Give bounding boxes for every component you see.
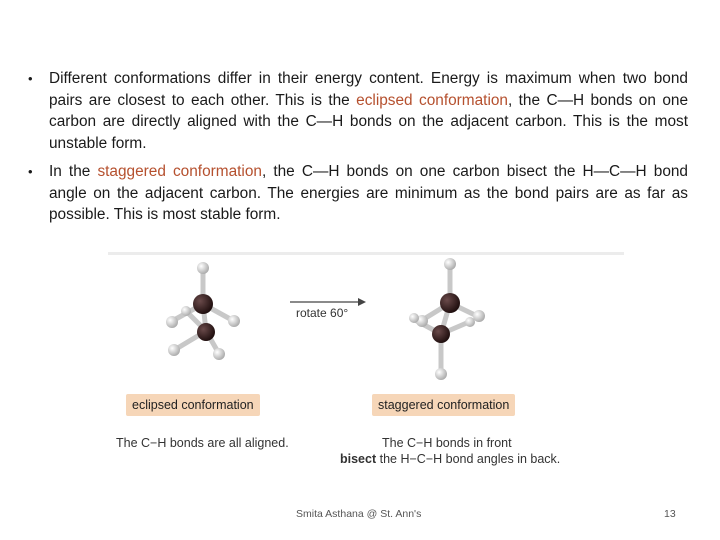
hydrogen-atom bbox=[181, 306, 191, 316]
bullet-text: , the C—H bonds on one carbon are directly aligned with the C—H bonds on the adjacent carbon. This is the most unstable form. bbox=[49, 91, 689, 152]
staggered-caption-line1: The C−H bonds in front bbox=[382, 436, 512, 450]
staggered-caption-rest: the H−C−H bond angles in back. bbox=[376, 452, 561, 466]
hydrogen-atom bbox=[465, 317, 475, 327]
bisect-word: bisect bbox=[340, 452, 377, 466]
eclipsed-label: eclipsed conformation bbox=[126, 394, 260, 416]
bullet-list bbox=[28, 68, 688, 233]
hydrogen-atom bbox=[435, 368, 447, 380]
bullet-eclipsed bbox=[28, 68, 688, 154]
hydrogen-atom bbox=[228, 315, 240, 327]
carbon-atom bbox=[197, 323, 215, 341]
hydrogen-atom bbox=[473, 310, 485, 322]
hydrogen-atom bbox=[409, 313, 419, 323]
arrow-head-icon bbox=[358, 298, 366, 306]
hydrogen-atom bbox=[444, 258, 456, 270]
staggered-term: staggered conformation bbox=[97, 163, 262, 180]
bullet-staggered bbox=[28, 161, 688, 226]
hydrogen-atom bbox=[168, 344, 180, 356]
hydrogen-atom bbox=[197, 262, 209, 274]
carbon-atom bbox=[440, 293, 460, 313]
bullet-text: , the C—H bonds on one carbon bisect the H—C—H bond angle on the adjacent carbon. The energies are minimum as the bond pairs are as far as possible. This is most stable form. bbox=[49, 163, 688, 223]
bullet-text: In the bbox=[49, 163, 98, 180]
eclipsed-term: eclipsed conformation bbox=[356, 91, 508, 109]
staggered-caption-line2 bbox=[340, 451, 580, 467]
hydrogen-atom bbox=[166, 316, 178, 328]
bullet-text: Different conformations differ in their energy content. Energy is maximum when two bond pairs are closest to each other. This is the bbox=[49, 70, 688, 109]
bullet-marker: • bbox=[28, 71, 33, 86]
footer-author: Smita Asthana @ St. Ann's bbox=[296, 508, 422, 520]
carbon-atom bbox=[432, 325, 450, 343]
bullet-marker: • bbox=[28, 164, 33, 179]
conformation-figure bbox=[100, 246, 630, 476]
hydrogen-atom bbox=[213, 348, 225, 360]
carbon-atom bbox=[193, 294, 213, 314]
figure-top-rule bbox=[108, 252, 624, 255]
rotate-label: rotate 60° bbox=[296, 306, 349, 320]
staggered-caption bbox=[340, 435, 580, 467]
staggered-label: staggered conformation bbox=[372, 394, 515, 416]
eclipsed-caption: The C−H bonds are all aligned. bbox=[116, 436, 289, 450]
page-number: 13 bbox=[664, 508, 676, 520]
